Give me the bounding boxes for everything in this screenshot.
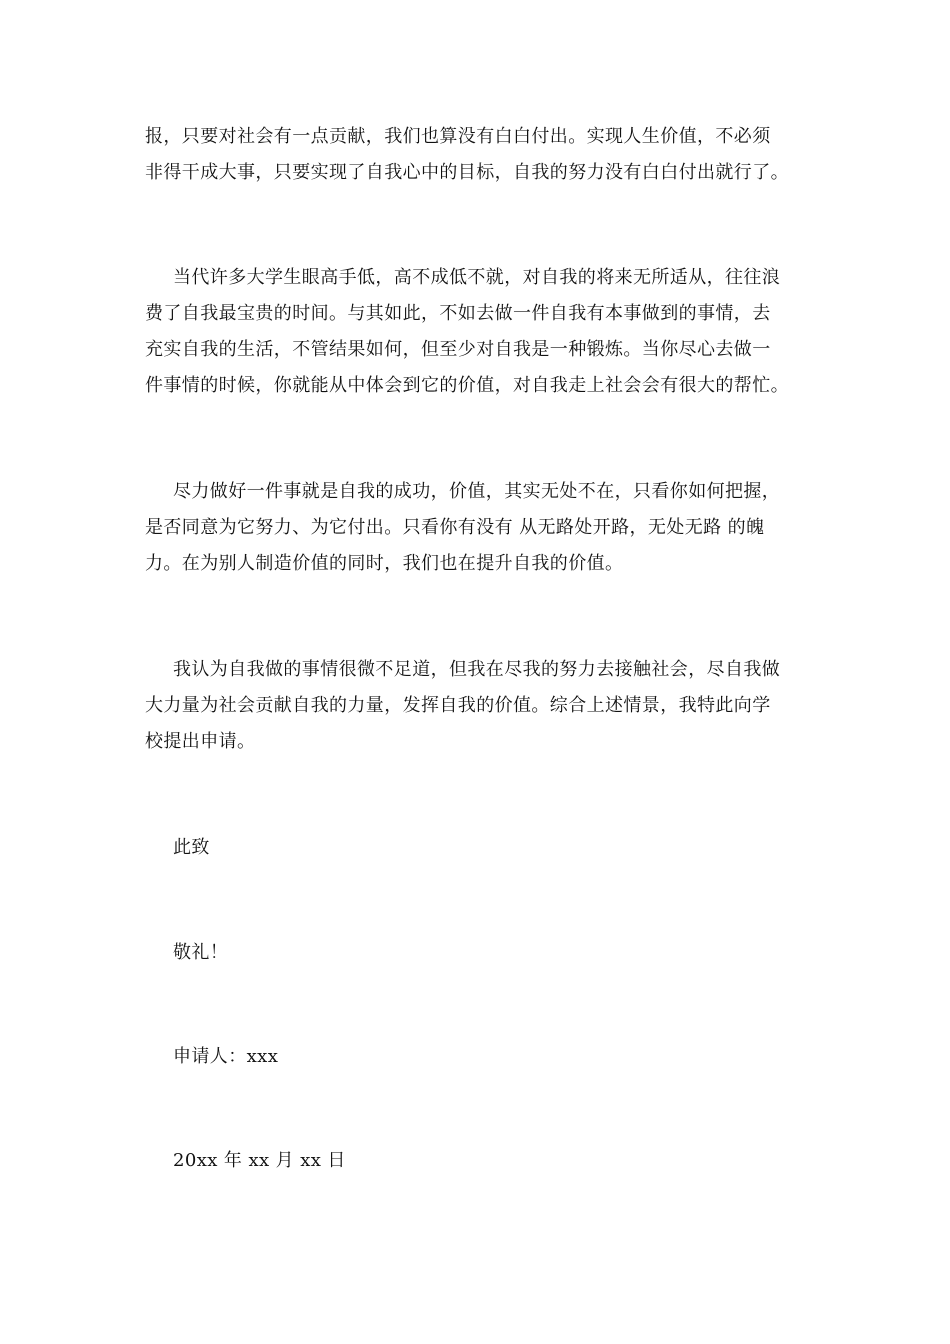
paragraph-2-line-1: 当代许多大学生眼高手低，高不成低不就，对自我的将来无所适从，往往浪 bbox=[173, 267, 781, 288]
paragraph-2-line-4: 件事情的时候，你就能从中体会到它的价值，对自我走上社会会有很大的帮忙。 bbox=[145, 375, 789, 396]
paragraph-3-line-3: 力。在为别人制造价值的同时，我们也在提升自我的价值。 bbox=[145, 553, 624, 574]
paragraph-4-line-1: 我认为自我做的事情很微不足道，但我在尽我的努力去接触社会，尽自我做 bbox=[173, 659, 781, 680]
paragraph-1-line-1: 报，只要对社会有一点贡献，我们也算没有白白付出。实现人生价值，不必须 bbox=[145, 126, 771, 147]
applicant-line: 申请人：xxx bbox=[173, 1046, 279, 1067]
paragraph-2-line-3: 充实自我的生活，不管结果如何，但至少对自我是一种锻炼。当你尽心去做一 bbox=[145, 339, 771, 360]
paragraph-1-line-2: 非得干成大事，只要实现了自我心中的目标，自我的努力没有白白付出就行了。 bbox=[145, 162, 789, 183]
date-line: 20xx 年 xx 月 xx 日 bbox=[173, 1150, 346, 1171]
paragraph-3-line-1: 尽力做好一件事就是自我的成功，价值，其实无处不在，只看你如何把握， bbox=[173, 481, 781, 502]
paragraph-3-line-2: 是否同意为它努力、为它付出。只看你有没有 从无路处开路，无处无路 的魄 bbox=[145, 517, 765, 538]
closing-text: 此致 bbox=[173, 837, 210, 858]
paragraph-4-line-3: 校提出申请。 bbox=[145, 731, 256, 752]
salutation-text: 敬礼！ bbox=[173, 942, 229, 963]
paragraph-4-line-2: 大力量为社会贡献自我的力量，发挥自我的价值。综合上述情景，我特此向学 bbox=[145, 695, 771, 716]
paragraph-2-line-2: 费了自我最宝贵的时间。与其如此，不如去做一件自我有本事做到的事情，去 bbox=[145, 303, 771, 324]
